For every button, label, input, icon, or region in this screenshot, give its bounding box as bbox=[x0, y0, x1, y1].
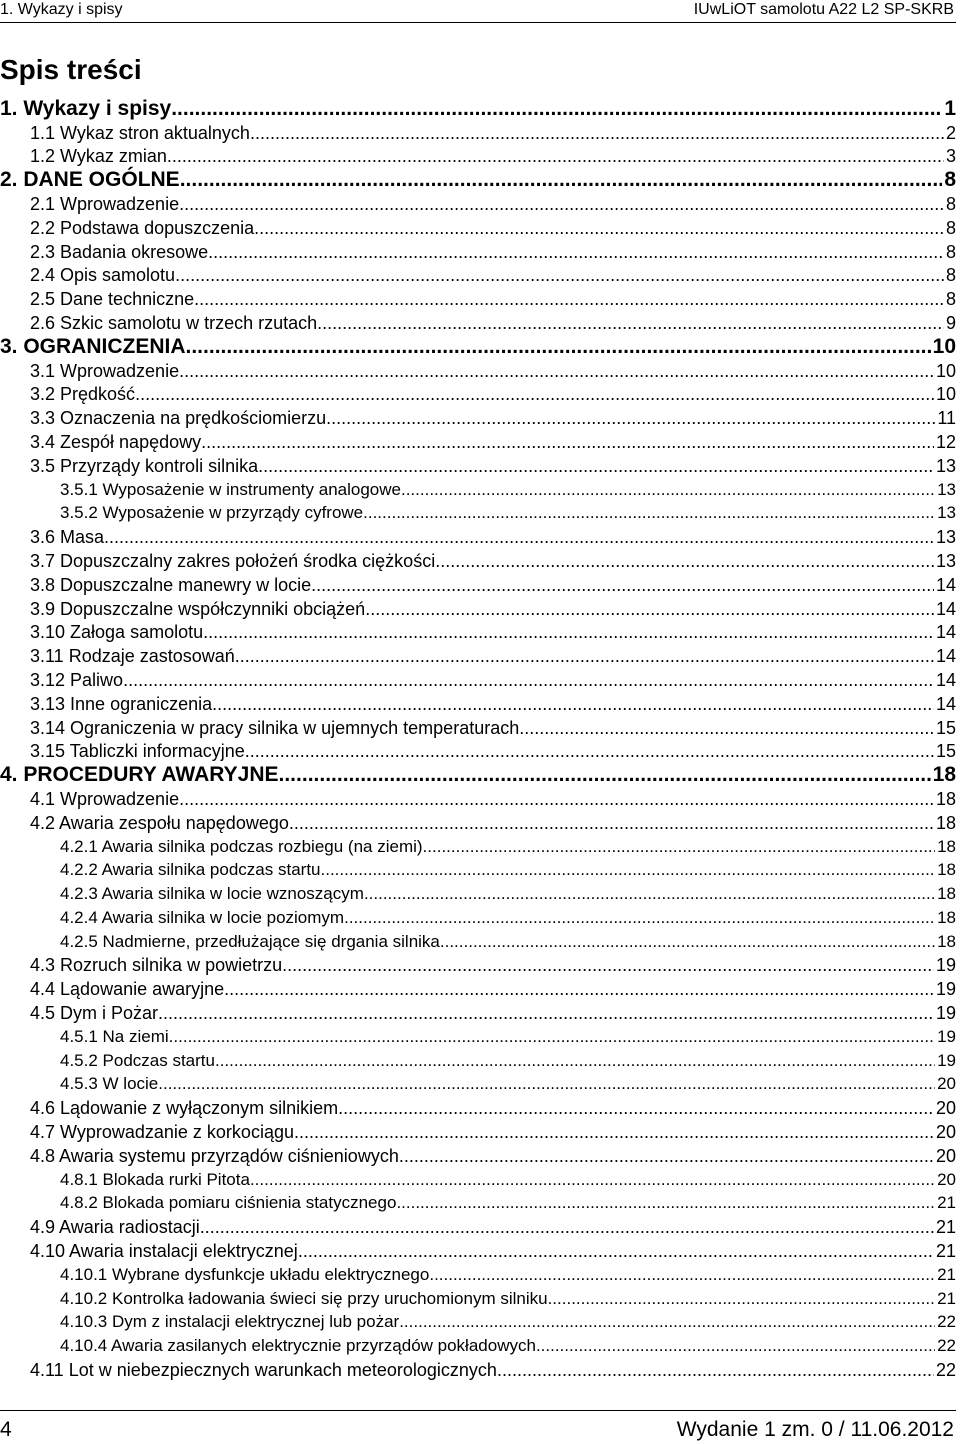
toc-entry[interactable] bbox=[0, 405, 956, 429]
toc-entry[interactable] bbox=[0, 453, 956, 477]
toc-entry[interactable] bbox=[0, 667, 956, 691]
toc-entry-page: 18 bbox=[937, 836, 956, 856]
toc-entry-page: 18 bbox=[937, 860, 956, 880]
toc-entry-label: 4.2.5 Nadmierne, przedłużające się drgania silnika bbox=[60, 931, 440, 951]
toc-dot-leader bbox=[215, 1050, 935, 1072]
toc-entry[interactable] bbox=[0, 501, 956, 525]
toc-entry-label: 4.2.1 Awaria silnika podczas rozbiegu (na ziemi) bbox=[60, 836, 423, 856]
toc-dot-leader bbox=[104, 526, 934, 548]
toc-entry[interactable] bbox=[0, 1310, 956, 1334]
toc-entry-page: 8 bbox=[945, 217, 956, 238]
toc-entry-label: 1. Wykazy i spisy bbox=[0, 96, 172, 120]
toc-dot-leader bbox=[212, 693, 934, 715]
toc-dot-leader bbox=[317, 312, 944, 334]
toc-entry-page: 18 bbox=[935, 788, 956, 809]
toc-dot-leader bbox=[194, 288, 944, 310]
toc-entry[interactable] bbox=[0, 144, 956, 168]
toc-entry-label: 3.14 Ograniczenia w pracy silnika w ujemnych temperaturach bbox=[30, 717, 520, 738]
header-section-title: 1. Wykazy i spisy bbox=[0, 1, 123, 18]
toc-entry[interactable] bbox=[0, 1167, 956, 1191]
toc-dot-leader bbox=[235, 645, 934, 667]
toc-entry-label: 3. OGRANICZENIA bbox=[0, 334, 186, 358]
toc-entry[interactable] bbox=[0, 96, 956, 120]
toc-entry[interactable] bbox=[0, 239, 956, 263]
toc-entry-page: 8 bbox=[945, 241, 956, 262]
toc-entry-page: 8 bbox=[945, 193, 956, 214]
toc-entry-page: 22 bbox=[937, 1336, 956, 1356]
toc-entry-label: 4.1 Wprowadzenie bbox=[30, 788, 180, 809]
toc-dot-leader bbox=[364, 883, 935, 905]
toc-entry-label: 3.6 Masa bbox=[30, 527, 105, 548]
toc-dot-leader bbox=[519, 717, 934, 739]
toc-entry-page: 20 bbox=[937, 1169, 956, 1189]
toc-entry-label: 4.2.4 Awaria silnika w locie poziomym bbox=[60, 907, 345, 927]
toc-dot-leader bbox=[245, 740, 934, 762]
toc-entry-page: 13 bbox=[937, 503, 956, 523]
toc-entry[interactable] bbox=[0, 1024, 956, 1048]
toc-dot-leader bbox=[399, 1311, 935, 1333]
toc-entry-label: 3.1 Wprowadzenie bbox=[30, 360, 180, 381]
toc-entry-page: 13 bbox=[935, 527, 956, 548]
toc-dot-leader bbox=[399, 1145, 934, 1167]
toc-entry-label: 4.2.3 Awaria silnika w locie wznoszącym bbox=[60, 884, 364, 904]
toc-dot-leader bbox=[321, 859, 936, 881]
toc-dot-leader bbox=[169, 1026, 935, 1048]
toc-entry-label: 4.8.1 Blokada rurki Pitota bbox=[60, 1169, 250, 1189]
page-number: 4 bbox=[0, 1418, 12, 1441]
toc-entry-page: 10 bbox=[932, 334, 956, 358]
toc-entry[interactable] bbox=[0, 1214, 956, 1238]
toc-dot-leader bbox=[203, 621, 934, 643]
toc-dot-leader bbox=[401, 479, 935, 501]
toc-entry-page: 10 bbox=[935, 384, 956, 405]
toc-entry[interactable] bbox=[0, 643, 956, 667]
toc-entry[interactable] bbox=[0, 310, 956, 334]
toc-entry-label: 3.5 Przyrządy kontroli silnika bbox=[30, 455, 259, 476]
toc-dot-leader bbox=[363, 502, 935, 524]
toc-dot-leader bbox=[250, 1169, 935, 1191]
toc-entry[interactable] bbox=[0, 1048, 956, 1072]
toc-entry-label: 4.8.2 Blokada pomiaru ciśnienia statycznego bbox=[60, 1193, 397, 1213]
toc-entry-page: 19 bbox=[935, 1003, 956, 1024]
toc-dot-leader bbox=[536, 1335, 935, 1357]
toc-entry[interactable] bbox=[0, 620, 956, 644]
toc-entry-label: 4.10 Awaria instalacji elektrycznej bbox=[30, 1241, 298, 1262]
toc-entry-page: 19 bbox=[935, 979, 956, 1000]
toc-entry[interactable] bbox=[0, 1333, 956, 1357]
page-footer bbox=[0, 1410, 956, 1445]
toc-entry-page: 18 bbox=[937, 931, 956, 951]
toc-entry-label: 3.9 Dopuszczalne współczynniki obciążeń bbox=[30, 598, 366, 619]
toc-entry-page: 21 bbox=[937, 1264, 956, 1284]
toc-dot-leader bbox=[440, 931, 935, 953]
toc-entry-label: 3.3 Oznaczenia na prędkościomierzu bbox=[30, 408, 327, 429]
toc-entry[interactable] bbox=[0, 382, 956, 406]
toc-entry[interactable] bbox=[0, 572, 956, 596]
toc-entry-label: 2. DANE OGÓLNE bbox=[0, 168, 180, 192]
toc-entry[interactable] bbox=[0, 786, 956, 810]
toc-entry[interactable] bbox=[0, 881, 956, 905]
toc-dot-leader bbox=[338, 1097, 934, 1119]
toc-entry-page: 19 bbox=[937, 1026, 956, 1046]
toc-entry-label: 1.2 Wykaz zmian bbox=[30, 146, 167, 167]
toc-entry-page: 21 bbox=[937, 1193, 956, 1213]
toc-dot-leader bbox=[171, 98, 942, 120]
toc-entry[interactable] bbox=[0, 929, 956, 953]
toc-entry-label: 4.5.3 W locie bbox=[60, 1074, 159, 1094]
toc-entry[interactable] bbox=[0, 739, 956, 763]
toc-dot-leader bbox=[497, 1359, 934, 1381]
toc-entry-page: 11 bbox=[937, 408, 956, 429]
toc-entry-page: 21 bbox=[935, 1241, 956, 1262]
toc-entry-label: 4.2.2 Awaria silnika podczas startu bbox=[60, 860, 321, 880]
toc-entry[interactable] bbox=[0, 1119, 956, 1143]
toc-entry-label: 3.10 Załoga samolotu bbox=[30, 622, 204, 643]
toc-entry-label: 2.5 Dane techniczne bbox=[30, 289, 195, 310]
toc-entry[interactable] bbox=[0, 1095, 956, 1119]
toc-entry-page: 14 bbox=[935, 574, 956, 595]
toc-entry[interactable] bbox=[0, 1000, 956, 1024]
toc-entry-label: 4.5.1 Na ziemi bbox=[60, 1026, 169, 1046]
toc-dot-leader bbox=[179, 360, 934, 382]
toc-dot-leader bbox=[250, 122, 944, 144]
toc-dot-leader bbox=[135, 383, 934, 405]
toc-entry-page: 14 bbox=[935, 598, 956, 619]
toc-entry-page: 8 bbox=[944, 168, 956, 192]
toc-dot-leader bbox=[258, 455, 934, 477]
toc-entry[interactable] bbox=[0, 167, 956, 191]
toc-entry-label: 2.4 Opis samolotu bbox=[30, 265, 176, 286]
toc-entry-page: 21 bbox=[935, 1217, 956, 1238]
toc-entry-label: 3.8 Dopuszczalne manewry w locie bbox=[30, 574, 312, 595]
toc-title: Spis treści bbox=[0, 54, 142, 85]
toc-dot-leader bbox=[435, 550, 934, 572]
toc-entry-page: 20 bbox=[935, 1145, 956, 1166]
toc-entry-page: 1 bbox=[944, 96, 956, 120]
toc-dot-leader bbox=[396, 1192, 935, 1214]
toc-entry-label: 4.9 Awaria radiostacji bbox=[30, 1217, 200, 1238]
header-document-title: IUwLiOT samolotu A22 L2 SP-SKRB bbox=[693, 1, 954, 18]
toc-dot-leader bbox=[365, 598, 934, 620]
toc-entry[interactable] bbox=[0, 120, 956, 144]
toc-entry[interactable] bbox=[0, 715, 956, 739]
toc-entry-label: 3.12 Paliwo bbox=[30, 669, 124, 690]
toc-entry-page: 12 bbox=[935, 431, 956, 452]
edition-info: Wydanie 1 zm. 0 / 11.06.2012 bbox=[676, 1418, 954, 1441]
toc-dot-leader bbox=[201, 431, 934, 453]
toc-entry-page: 13 bbox=[937, 479, 956, 499]
toc-entry[interactable] bbox=[0, 334, 956, 358]
toc-entry-label: 4.8 Awaria systemu przyrządów ciśnieniowych bbox=[30, 1145, 399, 1166]
toc-entry-page: 14 bbox=[935, 693, 956, 714]
toc-entry-label: 3.7 Dopuszczalny zakres położeń środka ciężkości bbox=[30, 550, 436, 571]
toc-dot-leader bbox=[289, 812, 934, 834]
toc-entry-page: 10 bbox=[935, 360, 956, 381]
toc-dot-leader bbox=[298, 1240, 934, 1262]
toc-dot-leader bbox=[548, 1288, 936, 1310]
toc-entry[interactable] bbox=[0, 215, 956, 239]
toc-entry-page: 15 bbox=[935, 717, 956, 738]
toc-dot-leader bbox=[423, 836, 936, 858]
toc-entry-label: 3.5.1 Wyposażenie w instrumenty analogowe bbox=[60, 479, 401, 499]
toc-entry[interactable] bbox=[0, 810, 956, 834]
toc-entry-page: 2 bbox=[945, 122, 956, 143]
toc-entry-label: 4.10.2 Kontrolka ładowania świeci się przy uruchomionym silniku bbox=[60, 1288, 548, 1308]
toc-entry-label: 4.7 Wyprowadzanie z korkociągu bbox=[30, 1122, 294, 1143]
toc-entry[interactable] bbox=[0, 191, 956, 215]
toc-entry[interactable] bbox=[0, 905, 956, 929]
toc-dot-leader bbox=[294, 1121, 934, 1143]
toc-entry[interactable] bbox=[0, 834, 956, 858]
toc-entry-page: 18 bbox=[937, 884, 956, 904]
toc-entry-page: 19 bbox=[935, 955, 956, 976]
toc-entry-page: 20 bbox=[937, 1074, 956, 1094]
toc-entry-page: 22 bbox=[935, 1360, 956, 1381]
toc-entry-page: 3 bbox=[945, 146, 956, 167]
toc-dot-leader bbox=[179, 193, 944, 215]
toc-dot-leader bbox=[208, 241, 944, 263]
toc-entry-page: 13 bbox=[935, 455, 956, 476]
toc-entry[interactable] bbox=[0, 1286, 956, 1310]
toc-entry-label: 2.3 Badania okresowe bbox=[30, 241, 209, 262]
toc-entry-label: 2.2 Podstawa dopuszczenia bbox=[30, 217, 255, 238]
toc-entry[interactable] bbox=[0, 953, 956, 977]
toc-entry-page: 22 bbox=[937, 1312, 956, 1332]
toc-dot-leader bbox=[224, 978, 934, 1000]
toc-entry-page: 14 bbox=[935, 646, 956, 667]
toc-entry-label: 4.6 Lądowanie z wyłączonym silnikiem bbox=[30, 1098, 339, 1119]
toc-entry-label: 3.2 Prędkość bbox=[30, 384, 136, 405]
toc-entry[interactable] bbox=[0, 1357, 956, 1381]
toc-entry-label: 4.11 Lot w niebezpiecznych warunkach meteorologicznych bbox=[30, 1360, 497, 1381]
toc-entry-label: 2.1 Wprowadzenie bbox=[30, 193, 180, 214]
toc-entry-page: 18 bbox=[935, 812, 956, 833]
toc-entry-label: 3.13 Inne ograniczenia bbox=[30, 693, 213, 714]
toc-entry-label: 2.6 Szkic samolotu w trzech rzutach bbox=[30, 312, 318, 333]
toc-entry[interactable] bbox=[0, 358, 956, 382]
toc-entry[interactable] bbox=[0, 263, 956, 287]
toc-entry-page: 20 bbox=[935, 1098, 956, 1119]
toc-entry[interactable] bbox=[0, 1072, 956, 1096]
toc-entry[interactable] bbox=[0, 286, 956, 310]
toc-entry-label: 4.4 Lądowanie awaryjne bbox=[30, 979, 225, 1000]
toc-dot-leader bbox=[282, 954, 934, 976]
toc-entry[interactable] bbox=[0, 1262, 956, 1286]
toc-dot-leader bbox=[254, 217, 944, 239]
toc-entry[interactable] bbox=[0, 429, 956, 453]
toc-dot-leader bbox=[123, 669, 934, 691]
toc-dot-leader bbox=[311, 574, 934, 596]
toc-entry[interactable] bbox=[0, 691, 956, 715]
toc-entry-label: 4.10.4 Awaria zasilanych elektrycznie przyrządów pokładowych bbox=[60, 1336, 536, 1356]
toc-entry[interactable] bbox=[0, 1191, 956, 1215]
toc-entry-page: 14 bbox=[935, 622, 956, 643]
toc-entry-label: 3.5.2 Wyposażenie w przyrządy cyfrowe bbox=[60, 503, 364, 523]
toc-entry[interactable] bbox=[0, 1143, 956, 1167]
toc-entry-label: 3.11 Rodzaje zastosowań bbox=[30, 646, 235, 667]
toc-entry-page: 9 bbox=[945, 312, 956, 333]
toc-dot-leader bbox=[344, 907, 935, 929]
toc-entry-page: 13 bbox=[935, 550, 956, 571]
toc-entry-page: 20 bbox=[935, 1122, 956, 1143]
toc-entry-page: 19 bbox=[937, 1050, 956, 1070]
toc-entry-label: 4. PROCEDURY AWARYJNE bbox=[0, 763, 279, 787]
toc-entry[interactable] bbox=[0, 976, 956, 1000]
toc-dot-leader bbox=[158, 1002, 934, 1024]
toc-entry-label: 4.5.2 Podczas startu bbox=[60, 1050, 215, 1070]
toc-entry[interactable] bbox=[0, 858, 956, 882]
toc-entry-page: 14 bbox=[935, 669, 956, 690]
toc-entry-label: 4.5 Dym i Pożar bbox=[30, 1003, 159, 1024]
toc-entry-label: 1.1 Wykaz stron aktualnych bbox=[30, 122, 250, 143]
toc-entry-label: 4.2 Awaria zespołu napędowego bbox=[30, 812, 289, 833]
toc-entry-page: 8 bbox=[945, 265, 956, 286]
toc-dot-leader bbox=[200, 1216, 934, 1238]
toc-entry[interactable] bbox=[0, 477, 956, 501]
toc-entry-page: 18 bbox=[937, 907, 956, 927]
toc-dot-leader bbox=[158, 1073, 935, 1095]
toc-entry-label: 4.3 Rozruch silnika w powietrzu bbox=[30, 955, 283, 976]
toc-dot-leader bbox=[180, 169, 943, 191]
toc-entry-label: 4.10.3 Dym z instalacji elektrycznej lub pożar bbox=[60, 1312, 400, 1332]
toc-entry[interactable] bbox=[0, 1238, 956, 1262]
toc-dot-leader bbox=[179, 788, 934, 810]
toc-entry[interactable] bbox=[0, 762, 956, 786]
toc-dot-leader bbox=[429, 1264, 935, 1286]
toc-entry-label: 3.15 Tabliczki informacyjne bbox=[30, 741, 245, 762]
toc-entry-page: 18 bbox=[932, 763, 956, 787]
toc-entry-page: 21 bbox=[937, 1288, 956, 1308]
table-of-contents bbox=[0, 96, 956, 1381]
toc-entry-page: 15 bbox=[935, 741, 956, 762]
toc-entry-label: 3.4 Zespół napędowy bbox=[30, 431, 202, 452]
page-header bbox=[0, 0, 956, 23]
toc-dot-leader bbox=[326, 407, 935, 429]
toc-dot-leader bbox=[167, 145, 944, 167]
toc-dot-leader bbox=[186, 336, 931, 358]
toc-dot-leader bbox=[279, 764, 931, 786]
toc-entry-page: 8 bbox=[945, 289, 956, 310]
toc-entry[interactable] bbox=[0, 524, 956, 548]
toc-dot-leader bbox=[175, 264, 944, 286]
toc-entry-label: 4.10.1 Wybrane dysfunkcje układu elektrycznego bbox=[60, 1264, 430, 1284]
toc-entry[interactable] bbox=[0, 596, 956, 620]
toc-entry[interactable] bbox=[0, 548, 956, 572]
